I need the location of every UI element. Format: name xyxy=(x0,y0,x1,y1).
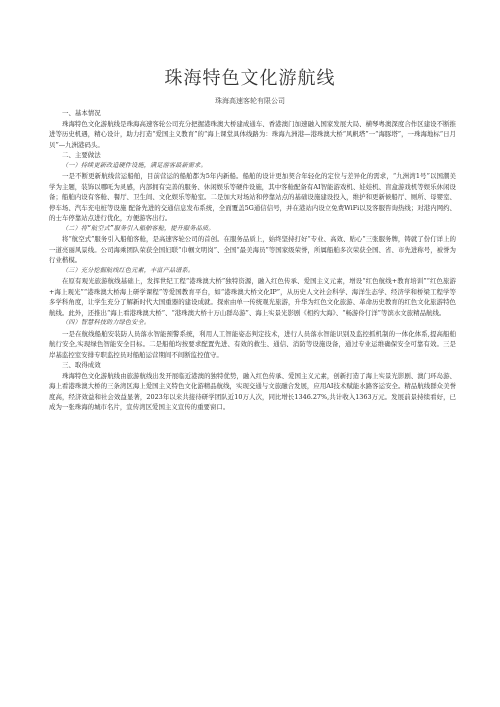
subsection-heading: （二）将“航空式”服务引入船舶客舱，提升服务品质。 xyxy=(62,224,215,232)
section-heading: 三、取得成效 xyxy=(62,361,101,369)
subsection-heading: （一）持续更新改造硬件设施，满足游客最新需求。 xyxy=(62,161,207,169)
subsection-heading: （三）充分挖掘航线红色元素，丰富产品谱系。 xyxy=(62,266,195,274)
paragraph: 将“航空式”服务引入船舶客舱，是高速客轮公司的首创。在服务品质上，始终坚持打好“专业、高效、贴心”三张服务牌，铸就了份仃详上的一道亮丽风景线。公司海乘团队荣获全国妇联“巾帼文明岗”、全国“最美海员”等国家级荣誉，所属船舶多次荣获全国、省、市先进称号，被誉为行业楷模。 xyxy=(49,235,456,264)
section-heading: 二、主要做法 xyxy=(62,151,101,159)
organization-name: 珠海高速客轮有限公司 xyxy=(215,97,285,105)
paragraph: 珠海特色文化游航线由旅游航线出发开展临近港澳的独特优势，融入红色传承、爱国主义元素，创新打造了海上实景光影剧、澳门环岛游、海上看港珠澳大桥的三条湾区海上爱国主义特色文化游精品航线，实现交通与文旅融合发展，应用AI技术赋能水路客运安全。精品航线群众美誉度高，经济效益和社会效益显著，2023年以来共接待研学团队近10万人次，同比增长1346.27%,共计收入1363万元。发展前景持续看好，已成为一张珠海的城市名片，宣传湾区爱国主义宣传的重要窗口。 xyxy=(49,371,456,411)
section-heading: 一、基本情况 xyxy=(62,109,101,117)
document-body xyxy=(49,108,456,413)
paragraph: 一是在航线船舶安装防人员落水智能预警系统，利用人工智能姿态判定技术，进行人员落水智能识别及监控抓机制的一体化体系,提高船舶航行安全,实现绿色智能安全目标。二是船舶均按要求配置先进、有效的救生、通信、消防等设施设备，通过专业运维确保安全可靠有效。三是岸基监控室安排专职监控员对船舶运营期间不间断监控值守。 xyxy=(49,329,456,359)
paragraph: 在原有观光旅游航线基础上，发挥世纪工程“港珠澳大桥”独特资源，融入红色传承、爱国主义元素，增设“红色航线+教育培训”“红色旅游+海上观光”“港珠澳大桥海上研学课程”等爱国教育平台，如“港珠澳大桥文化IP”，从历史人文社会科学、海洋生态学、经济学和桥梁工程学等多学科角度，让学生充分了解新时代大国重器的建设成就。探索由单一传统观光旅游，升华为红色文化旅游、革命历史教育的红色文化旅游特色航线。此外，还推出“海上看港珠澳大桥”、“港珠澳大桥十万山群岛游”、海上实景光影剧《相约大海》、“畅游伶仃洋”等滨水文旅精品航线。 xyxy=(49,277,456,317)
paragraph: 珠海特色文化游航线是珠海高速客轮公司充分把握港珠澳大桥建成通车、香港澳门加速融入国家发展大局、横琴粤澳深度合作区建设不断推进等历史机遇，精心设计，助力打造“爱国主义教育”的“海上课堂具体线路为：珠海九洲港—港珠澳大桥“风帆塔”一“海豚塔”，一珠海地标“日月贝”—九洲港码头。 xyxy=(49,119,456,149)
subsection-heading: （四）智慧科技助力绿色安全。 xyxy=(62,319,151,326)
paragraph: 一是不断更新航线营运船舶，目前营运的船舶都为5年内新船。船舶的设计更加契合年轻化的定位与差异化的需求，“九洲湾1号”以国潮美学为主题，装饰以哪吒为灵感，内部拥有完善的服务、休闲娱乐等硬件设施，其中客舱配备有AI智能游戏机、娃娃机、盲盒游戏机等娱乐休闲设备；船舶内设有客舱、餐厅、卫生间、文化娱乐等舱室。二是加大对场站和停靠站点的基础设施建设投入，维护和更新候船厅、厕所、母婴室、停车场、汽车充电桩等设施 配备先进的交通信息发布系统，全面覆盖5G通信信号，并在港站内设立免费WiFi以及客服咨询热线；对港内网约、的士车停靠站点进行优化，方便游客出行。 xyxy=(49,172,456,222)
document-title: 珠海特色文化游航线 xyxy=(164,68,336,89)
